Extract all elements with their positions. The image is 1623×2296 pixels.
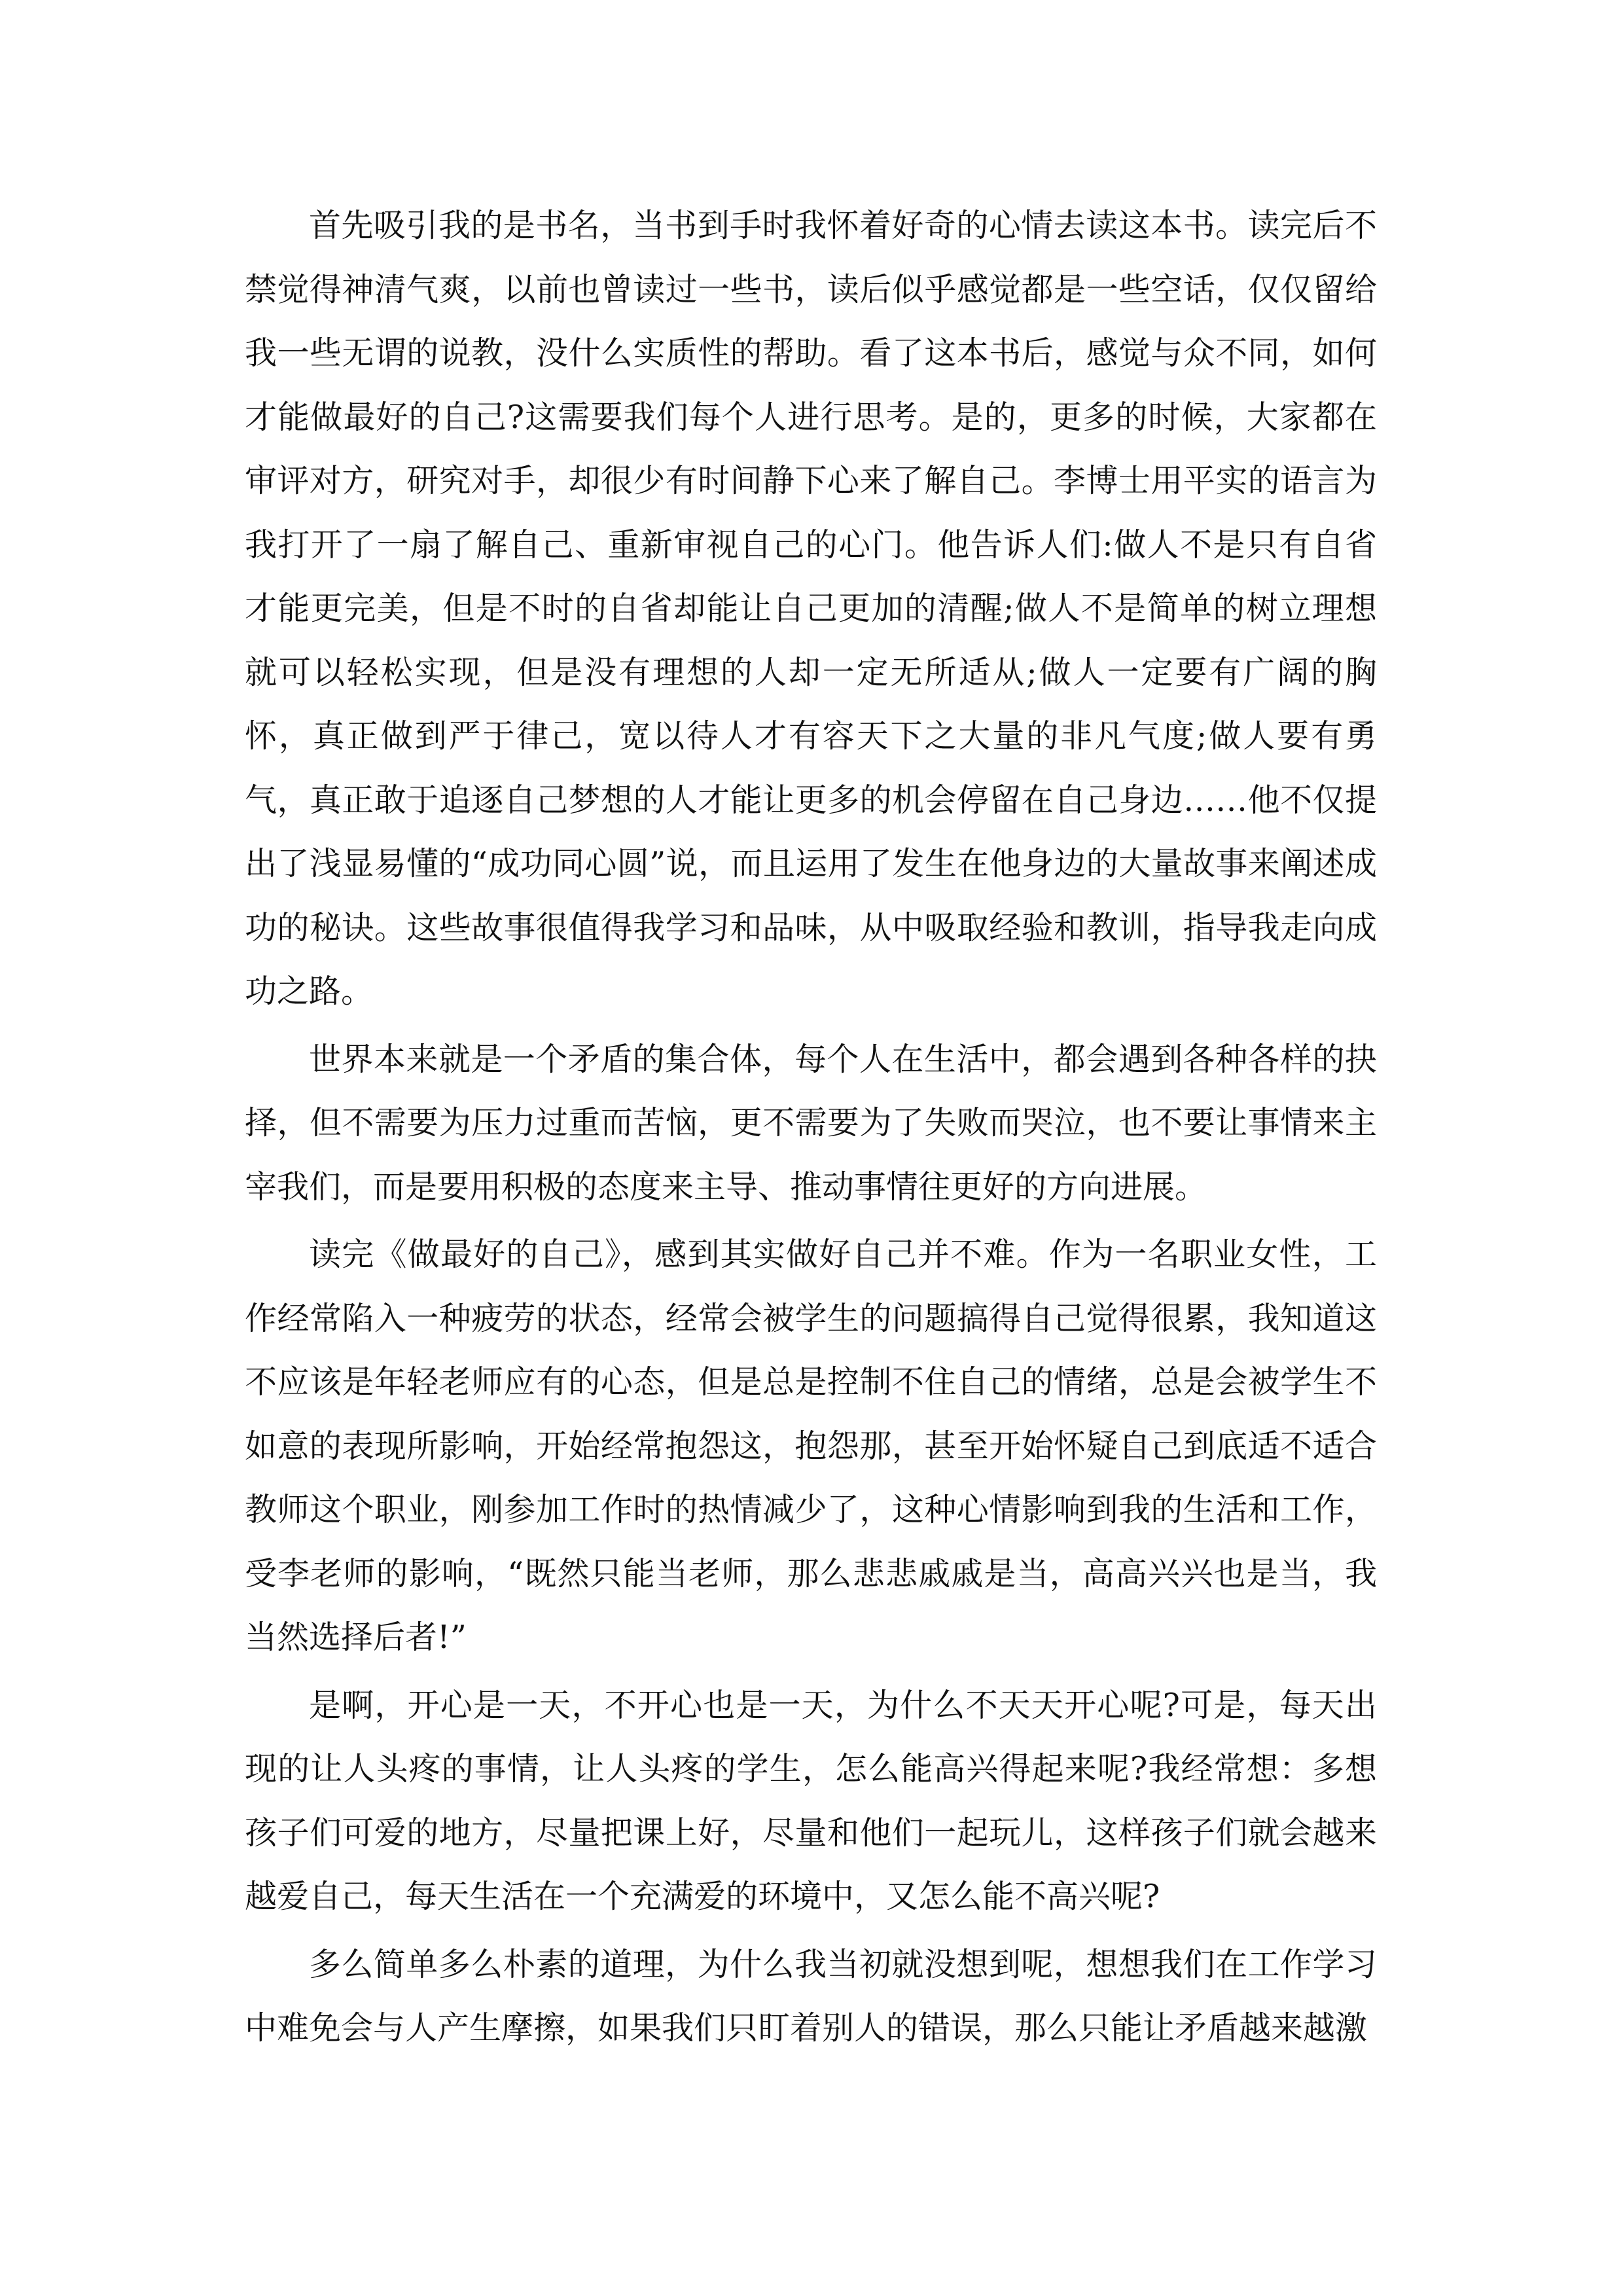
paragraph-2: 世界本来就是一个矛盾的集合体，每个人在生活中，都会遇到各种各样的抉择，但不需要为压力过重而苦恼，更不需要为了失败而哭泣，也不要让事情来主宰我们，而是要用积极的态度来主导、推动事情往更好的方向进展。	[245, 1040, 1377, 1206]
paragraph-5: 多么简单多么朴素的道理，为什么我当初就没想到呢，想想我们在工作学习中难免会与人产生摩擦，如果我们只盯着别人的错误，那么只能让矛盾越来越激	[245, 1945, 1377, 2047]
paragraph-4: 是啊，开心是一天，不开心也是一天，为什么不天天开心呢?可是，每天出现的让人头疼的事情，让人头疼的学生，怎么能高兴得起来呢?我经常想：多想孩子们可爱的地方，尽量把课上好，尽量和他们一起玩儿，这样孩子们就会越来越爱自己，每天生活在一个充满爱的环境中，又怎么能不高兴呢?	[245, 1686, 1377, 1915]
paragraph-1: 首先吸引我的是书名，当书到手时我怀着好奇的心情去读这本书。读完后不禁觉得神清气爽，以前也曾读过一些书，读后似乎感觉都是一些空话，仅仅留给我一些无谓的说教，没什么实质性的帮助。看了这本书后，感觉与众不同，如何才能做最好的自己?这需要我们每个人进行思考。是的，更多的时候，大家都在审评对方，研究对手，却很少有时间静下心来了解自己。李博士用平实的语言为我打开了一扇了解自己、重新审视自己的心门。他告诉人们:做人不是只有自省才能更完美，但是不时的自省却能让自己更加的清醒;做人不是简单的树立理想就可以轻松实现，但是没有理想的人却一定无所适从;做人一定要有广阔的胸怀，真正做到严于律己，宽以待人才有容天下之大量的非凡气度;做人要有勇气，真正敢于追逐自己梦想的人才能让更多的机会停留在自己身边……他不仅提出了浅显易懂的“成功同心圆”说，而且运用了发生在他身边的大量故事来阐述成功的秘诀。这些故事很值得我学习和品味，从中吸取经验和教训，指导我走向成功之路。	[245, 207, 1377, 1010]
paragraph-3: 读完《做最好的自己》，感到其实做好自己并不难。作为一名职业女性，工作经常陷入一种疲劳的状态，经常会被学生的问题搞得自己觉得很累，我知道这不应该是年轻老师应有的心态，但是总是控制不住自己的情绪，总是会被学生不如意的表现所影响，开始经常抱怨这，抱怨那，甚至开始怀疑自己到底适不适合教师这个职业，刚参加工作时的热情减少了，这种心情影响到我的生活和工作，受李老师的影响，“既然只能当老师，那么悲悲戚戚是当，高高兴兴也是当，我当然选择后者!”	[245, 1236, 1377, 1656]
body-text	[245, 194, 1377, 2064]
